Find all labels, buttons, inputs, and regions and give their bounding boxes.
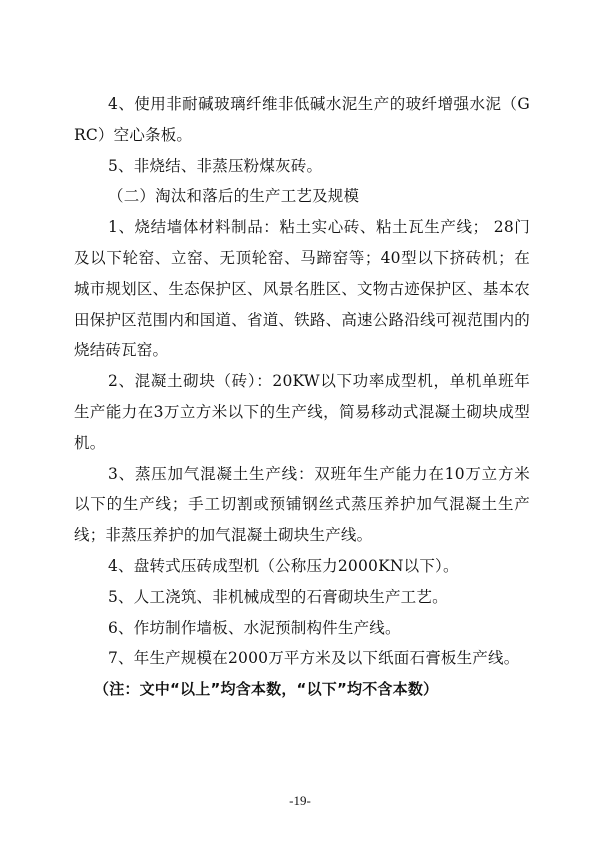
- paragraph-item-2-concrete-blocks: 2、混凝土砌块（砖）：20KW以下功率成型机，单机单班年生产能力在3万立方米以下的生产线，简易移动式混凝土砌块成型机。: [74, 372, 530, 452]
- paragraph-item-6-workshop-panels: 6、作坊制作墙板、水泥预制构件生产线。: [108, 618, 401, 637]
- page-number: -19-: [289, 793, 311, 808]
- paragraph-item-5-gypsum-blocks: 5、人工浇筑、非机械成型的石膏砌块生产工艺。: [108, 587, 448, 606]
- paragraph-item-4-grc: 4、使用非耐碱玻璃纤维非低碱水泥生产的玻纤增强水泥（GRC）空心条板。: [74, 95, 530, 144]
- section-heading-eliminated-processes: （二）淘汰和落后的生产工艺及规模: [108, 187, 360, 206]
- page-body: [74, 89, 530, 705]
- paragraph-item-5-fly-ash-brick: 5、非烧结、非蒸压粉煤灰砖。: [108, 156, 323, 175]
- paragraph-item-3-aerated-concrete: 3、蒸压加气混凝土生产线：双班年生产能力在10万立方米以下的生产线；手工切割或预铺钢丝式蒸压养护加气混凝土生产线；非蒸压养护的加气混凝土砌块生产线。: [74, 464, 530, 545]
- paragraph-item-1-sintered-materials: 1、烧结墙体材料制品：粘土实心砖、粘土瓦生产线； 28门及以下轮窑、立窑、无顶轮窑、马蹄窑等；40型以下挤砖机；在城市规划区、生态保护区、风景名胜区、文物古迹保护区、基本农田保护区范围内和国道、省道、铁路、高速公路沿线可视范围内的烧结砖瓦窑。: [74, 218, 530, 360]
- footnote-note: （注：文中“以上”均含本数，“以下”均不含本数）: [94, 680, 439, 699]
- paragraph-item-4-rotary-press: 4、盘转式压砖成型机（公称压力2000KN以下）。: [108, 556, 459, 575]
- paragraph-item-7-gypsum-board: 7、年生产规模在2000万平方米及以下纸面石膏板生产线。: [108, 649, 520, 668]
